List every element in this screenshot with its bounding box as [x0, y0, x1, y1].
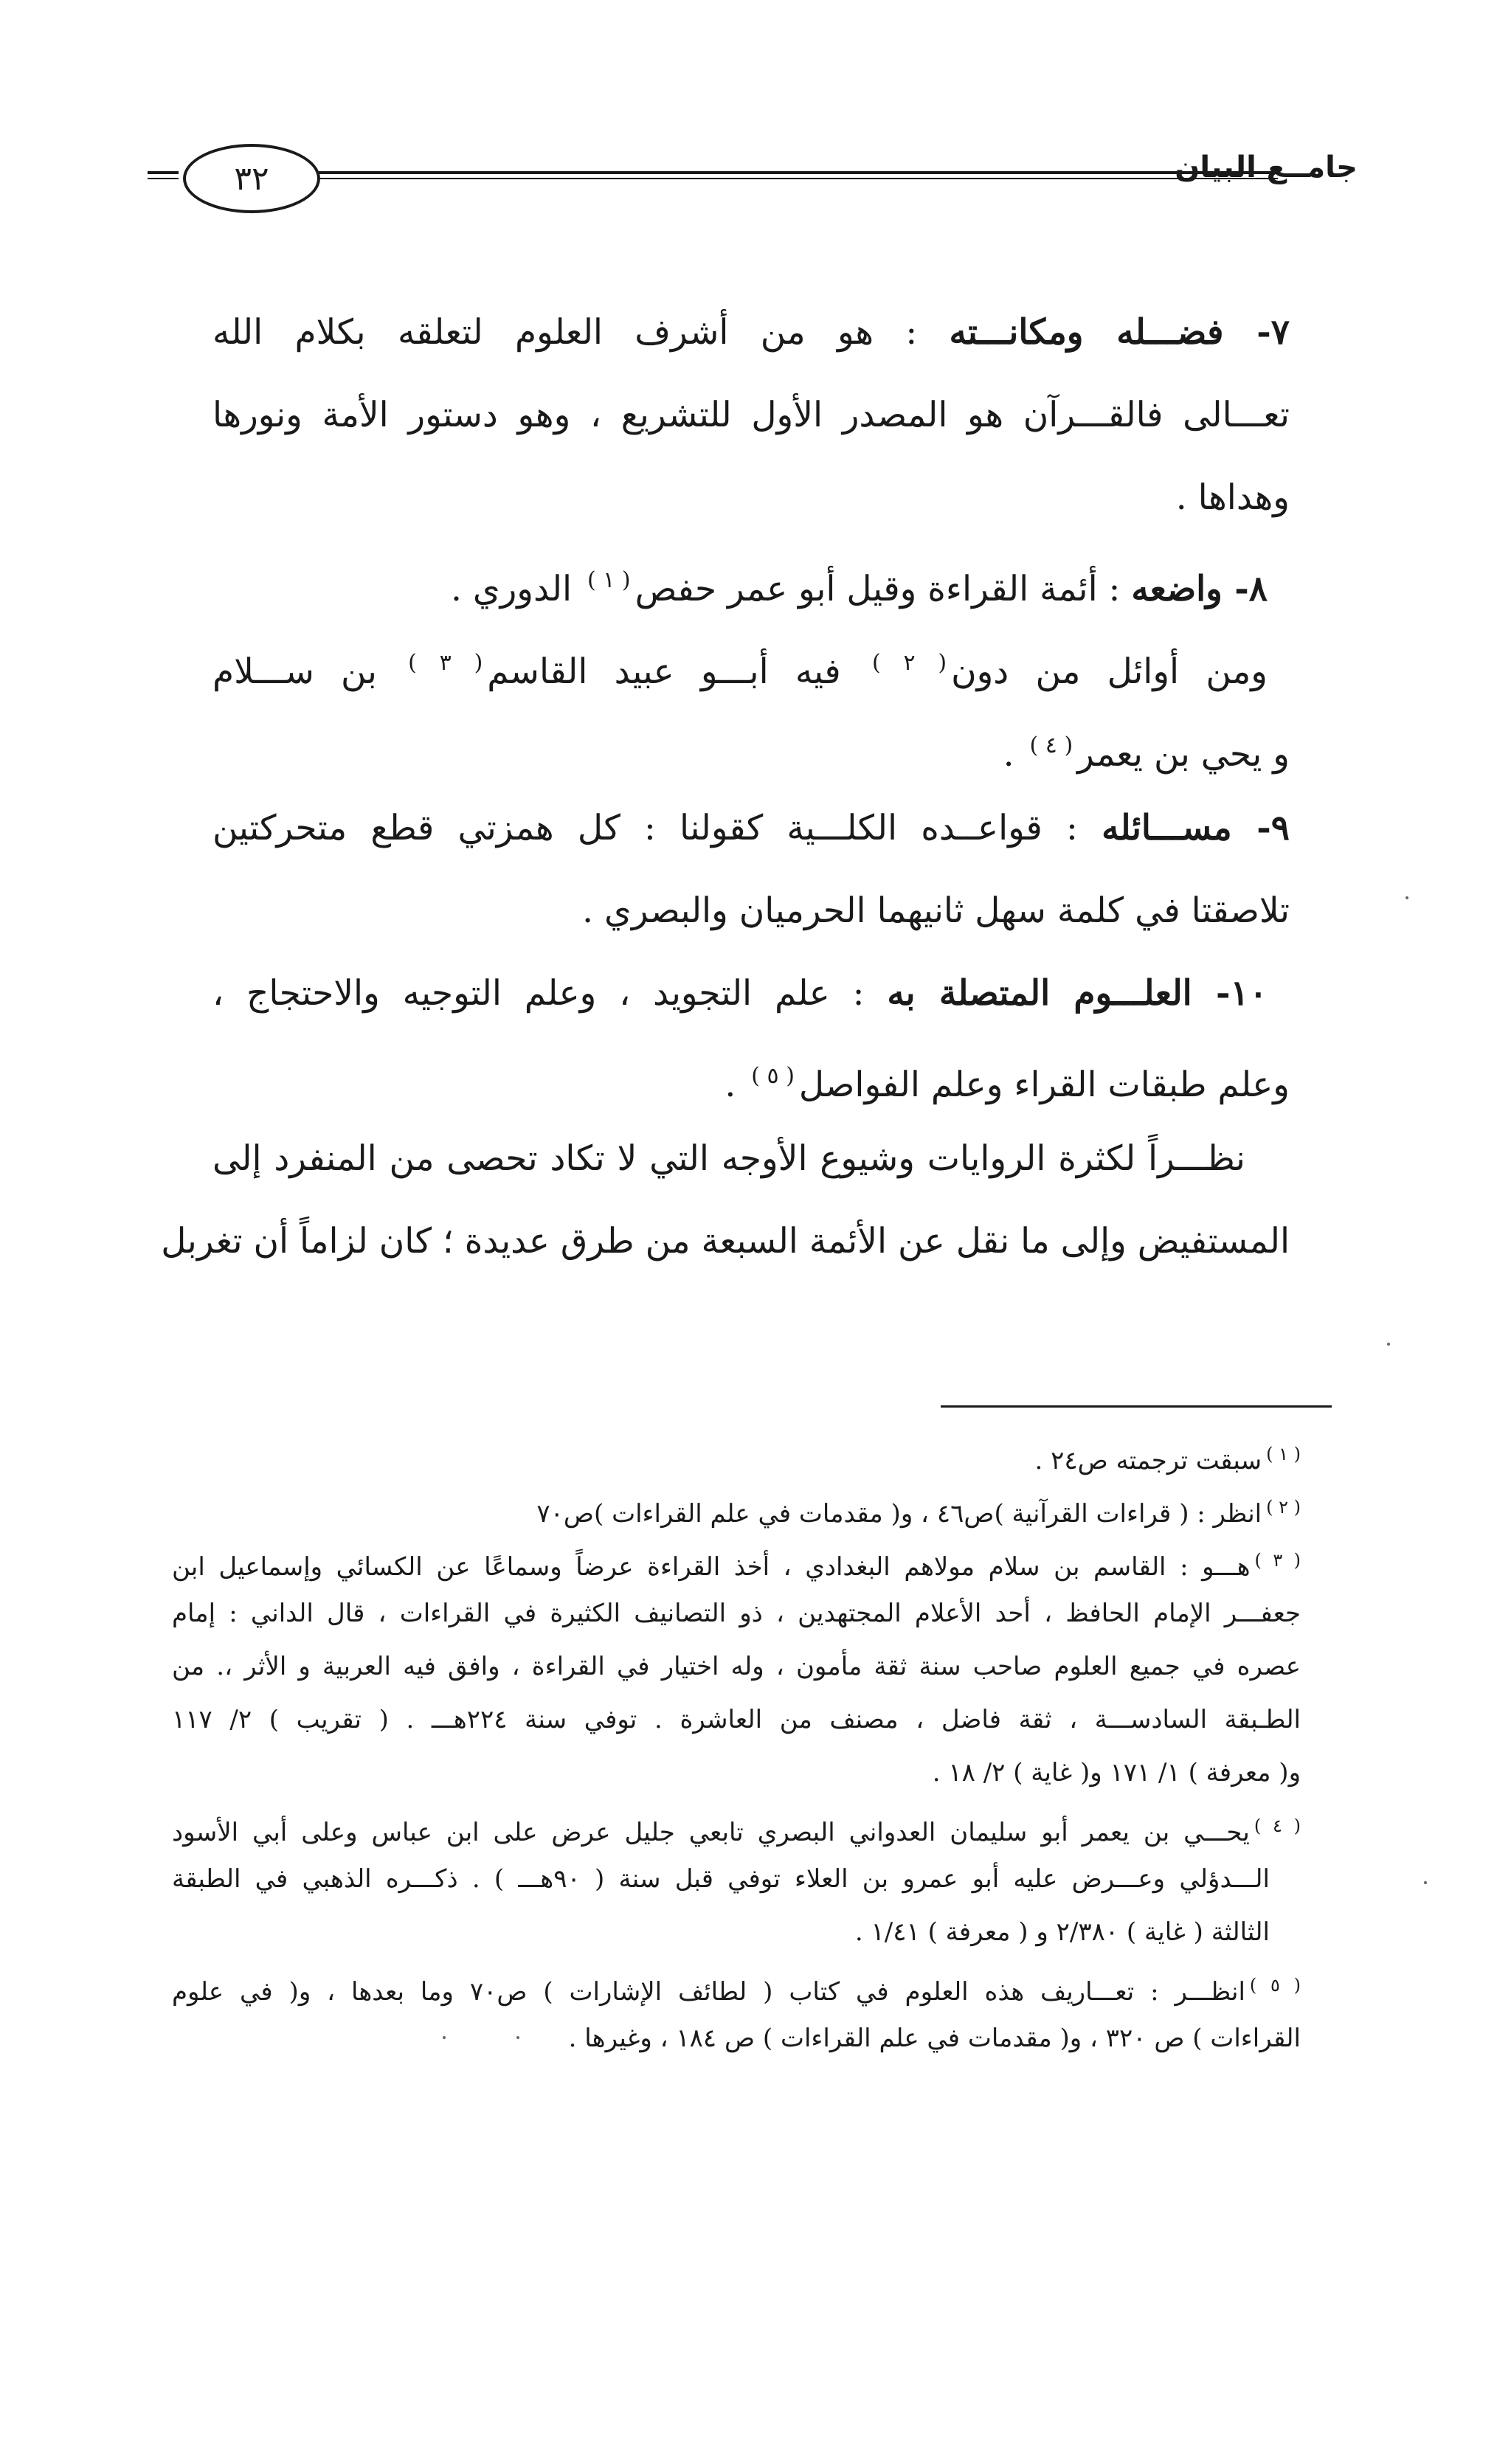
line-text: تلاصقتا في كلمة سهل ثانيهما الحرميان والبصري . [582, 890, 1290, 931]
footnote-text: الطـبقة السادســـة ، ثقة فاضل ، مصنف من العاشرة . توفي سنة ٢٢٤هـــ . ( تقريب ) ٢/ ١١٧ [172, 1705, 1301, 1734]
footnote-text: الثالثة ( غاية ) ٢/٣٨٠ و ( معرفة ) ١/٤١ . [854, 1917, 1270, 1947]
scan-speck [1387, 1343, 1390, 1346]
footnote-text: القراءات ) ص ٣٢٠ ، و( مقدمات في علم القراءات ) ص ١٨٤ ، وغيرها . [568, 2024, 1301, 2053]
line-text: ومن أوائل من دون [951, 651, 1268, 692]
section-heading: ٩- مســـائله [1102, 808, 1290, 848]
footnote-text: يحـــي بن يعمر أبو سليمان العدواني البصري تابعي جليل عرض على ابن عباس وعلى أبي الأسود [172, 1818, 1250, 1847]
text-line [212, 539, 1290, 622]
footnote-line [172, 1481, 1301, 1534]
footnote-separator [941, 1405, 1332, 1408]
line-text: . [725, 1065, 747, 1105]
footnote-line [172, 1534, 1301, 1587]
text-line [212, 622, 1290, 705]
footnote-number: ( ١ ) [1266, 1444, 1301, 1464]
text-line [212, 952, 1290, 1035]
footnote-line [172, 1799, 1301, 1852]
line-text: المستفيض وإلى ما نقل عن الأئمة السبعة من طرق عديدة ؛ كان لزاماً أن تغربل [161, 1221, 1290, 1262]
footnote-text: جعفـــر الإمام الحافظ ، أحد الأعلام المجتهدين ، ذو التصانيف الكثيرة في القراءات ، قال الداني : إمام [172, 1599, 1301, 1628]
main-text [161, 291, 1290, 1283]
line-text: : علم التجويد ، وعلم التوجيه والاحتجاج ، [212, 973, 888, 1014]
scan-speck [516, 2036, 519, 2039]
footnote-line [172, 1906, 1301, 1959]
line-text: وهداها . [1175, 477, 1290, 518]
section-heading: ١٠- العلـــوم المتصلة به [887, 973, 1268, 1014]
footnote-text: انظـــر : تعـــاريف هذه العلوم في كتاب ( لطائف الإشارات ) ص٧٠ وما بعدها ، و( في علوم [172, 1977, 1245, 2007]
line-text: تعـــالى فالقـــرآن هو المصدر الأول للتشريع ، وهو دستور الأمة ونورها [212, 395, 1290, 435]
footnote-line [172, 1587, 1301, 1640]
header-rule-right [319, 171, 1278, 179]
footnote-number: ( ٢ ) [1266, 1497, 1301, 1517]
footnote-line [172, 1640, 1301, 1693]
text-line [212, 705, 1290, 787]
page-number-text: ٣٢ [234, 159, 269, 198]
text-line [212, 291, 1290, 374]
footnote-text: و( معرفة ) ١/ ١٧١ و( غاية ) ٢/ ١٨ . [932, 1758, 1301, 1788]
text-line [212, 374, 1290, 457]
line-text: . [1003, 734, 1026, 775]
footnote-number: ( ٥ ) [1249, 1975, 1301, 1996]
text-line [212, 457, 1290, 539]
footnote-reference[interactable]: ( ٣ ) [408, 650, 483, 676]
footnote-text: سبقت ترجمته ص٢٤ . [1034, 1446, 1262, 1475]
footnote-line [172, 1959, 1301, 2012]
page-number [183, 144, 320, 213]
footnote-reference[interactable]: ( ١ ) [587, 567, 631, 593]
page-header [148, 140, 1358, 221]
footnote-reference[interactable]: ( ٥ ) [751, 1063, 795, 1089]
footnote-line [172, 1427, 1301, 1481]
scan-speck [443, 2036, 446, 2039]
footnotes [172, 1427, 1301, 2065]
scan-speck [1405, 896, 1408, 899]
footnote-line [172, 1746, 1301, 1799]
footnote-reference[interactable]: ( ٤ ) [1029, 733, 1073, 758]
text-line [161, 1200, 1290, 1283]
line-text: نظـــراً لكثرة الروايات وشيوع الأوجه التي لا تكاد تحصى من المنفرد إلى [212, 1138, 1245, 1179]
footnote-number: ( ٤ ) [1254, 1816, 1301, 1836]
section-heading: ٨- واضعه [1131, 569, 1268, 609]
footnote-number: ( ٣ ) [1254, 1550, 1301, 1571]
line-text: : أئمة القراءة وقيل أبو عمر حفص [635, 569, 1132, 609]
footnote-text: عصره في جميع العلوم صاحب سنة ثقة مأمون ، وله اختيار في القراءة ، وافق فيه العربية و الأثر ،. من [172, 1652, 1301, 1681]
text-line [212, 1035, 1290, 1118]
footnote-line [172, 2012, 1301, 2065]
line-text: الدوري . [450, 569, 583, 609]
text-line [212, 1118, 1290, 1200]
scan-speck [1424, 1881, 1427, 1884]
line-text: : هو من أشرف العلوم لتعلقه بكلام الله [212, 312, 950, 353]
section-heading: ٧- فضـــله ومكانـــته [949, 312, 1290, 353]
line-text: فيه أبـــو عبيد القاسم [487, 651, 868, 692]
footnote-reference[interactable]: ( ٢ ) [871, 650, 947, 676]
footnote-text: الـــدؤلي وعـــرض عليه أبو عمرو بن العلاء توفي قبل سنة ( ٩٠هـــ ) . ذكـــره الذهبي في الطبقة [172, 1864, 1270, 1894]
footnote-text: انظر : ( قراءات القرآنية )ص٤٦ ، و( مقدمات في علم القراءات )ص٧٠ [536, 1499, 1262, 1529]
header-rule-left [148, 171, 179, 179]
line-text: وعلم طبقات القراء وعلم الفواصل [798, 1065, 1290, 1105]
running-title: جامــع البيان [1175, 150, 1358, 184]
footnote-text: هـــو : القاسم بن سلام مولاهم البغدادي ، أخذ القراءة عرضاً وسماعًا عن الكسائي وإسماعيل ابن [172, 1552, 1251, 1582]
line-text: و يحي بن يعمر [1077, 734, 1290, 775]
footnote-line [172, 1852, 1301, 1906]
text-line [212, 787, 1290, 870]
text-line [212, 870, 1290, 952]
line-text: : قواعــده الكلـــية كقولنا : كل همزتي قطع متحركتين [212, 808, 1102, 848]
footnote-line [172, 1693, 1301, 1746]
line-text: بن ســـلام [212, 651, 404, 692]
